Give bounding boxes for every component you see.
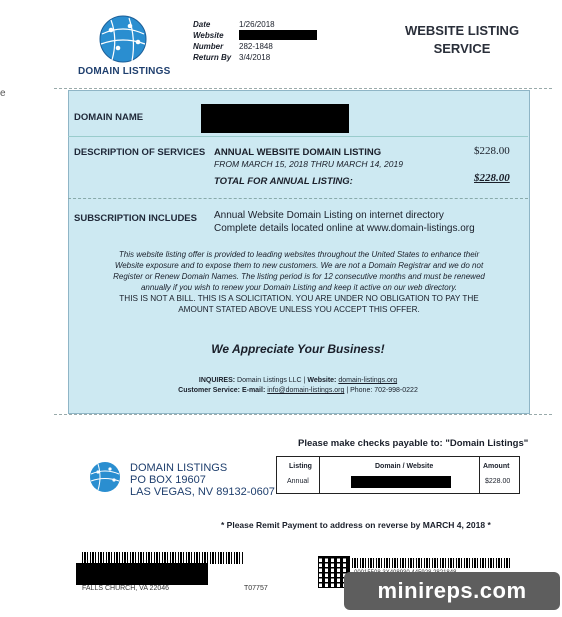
includes-label: SUBSCRIPTION INCLUDES — [74, 213, 197, 224]
remit-company: DOMAIN LISTINGS — [130, 462, 228, 474]
title-line-2: SERVICE — [433, 41, 491, 56]
includes-line: Annual Website Domain Listing on internet directory — [214, 210, 444, 221]
total-amount: $228.00 — [474, 172, 510, 184]
offer-line: Website exposure and to expose them to new customers. We are not a Domain Registrar and we do not — [114, 261, 484, 270]
domain-redaction — [201, 104, 349, 133]
remit-note: * Please Remit Payment to address on reverse by MARCH 4, 2018 * — [221, 520, 491, 530]
remit-address — [130, 462, 275, 498]
meta-date: 1/26/2018 — [239, 20, 275, 29]
meta-label: Return By — [193, 53, 232, 62]
meta-return-by: 3/4/2018 — [239, 53, 271, 62]
website-redaction — [239, 30, 317, 40]
meta-label: Date — [193, 20, 211, 29]
service-name: ANNUAL WEBSITE DOMAIN LISTING — [214, 147, 382, 158]
disclaimer-line: AMOUNT STATED ABOVE UNLESS YOU ACCEPT THIS OFFER. — [178, 305, 420, 314]
col-header-amount: Amount — [483, 463, 510, 470]
divider — [68, 136, 528, 137]
meta-block — [193, 19, 317, 63]
col-header-listing: Listing — [289, 463, 312, 470]
inquiries-block — [68, 376, 528, 396]
domain-redaction — [351, 476, 451, 488]
col-divider — [319, 457, 320, 493]
remit-table — [276, 456, 520, 494]
total-label: TOTAL FOR ANNUAL LISTING: — [214, 176, 353, 187]
col-header-domain: Domain / Website — [375, 463, 434, 470]
amount-value: $228.00 — [485, 478, 511, 485]
disclaimer-line: THIS IS NOT A BILL. THIS IS A SOLICITATION. YOU ARE UNDER NO OBLIGATION TO PAY THE — [119, 294, 479, 303]
appreciation-text: We Appreciate Your Business! — [211, 342, 385, 356]
offer-line: Register or Renew Domain Names. The listing period is for 12 consecutive months and must be renewed — [113, 272, 485, 281]
recipient-city: FALLS CHURCH, VA 22046 — [82, 585, 170, 592]
inquiries-company: Domain Listings LLC | — [237, 377, 306, 384]
customer-service-label: Customer Service: E-mail: — [178, 387, 266, 394]
website-label: Website: — [307, 377, 337, 384]
divider — [68, 198, 528, 199]
address-redaction — [76, 563, 208, 585]
meta-label: Number — [193, 42, 224, 51]
listing-value: Annual — [287, 478, 309, 485]
fold-line — [54, 88, 552, 89]
domain-name-label: DOMAIN NAME — [74, 112, 144, 123]
col-divider — [479, 457, 480, 493]
payable-to: Please make checks payable to: "Domain Listings" — [298, 438, 529, 449]
scan-barcode — [352, 558, 512, 568]
remit-address-line: LAS VEGAS, NV 89132-0607 — [130, 486, 275, 498]
includes-text — [214, 209, 475, 235]
service-amount: $228.00 — [474, 145, 510, 157]
phone-number: | Phone: 702-998-0222 — [346, 387, 418, 394]
offer-line: annually if you wish to renew your Domain Listing and keep it active on our web directory. — [140, 283, 457, 292]
globe-logo-icon — [96, 14, 150, 64]
inquiries-label: INQUIRES: — [198, 377, 236, 384]
recipient-code: T07757 — [244, 585, 268, 592]
brand-name: DOMAIN LISTINGS — [78, 66, 171, 77]
remit-address-line: PO BOX 19607 — [130, 474, 206, 486]
service-period: FROM MARCH 15, 2018 THRU MARCH 14, 2019 — [214, 159, 403, 169]
offer-line: This website listing offer is provided to leading websites throughout the United States to enhance their — [118, 250, 480, 259]
services-label: DESCRIPTION OF SERVICES — [74, 147, 206, 158]
margin-mark: e — [0, 88, 6, 99]
title-line-1: WEBSITE LISTING — [404, 23, 520, 38]
globe-logo-icon — [88, 461, 122, 493]
fold-line — [54, 414, 552, 415]
meta-number: 282-1848 — [239, 42, 273, 51]
email-link[interactable]: info@domain-listings.org — [267, 387, 345, 394]
watermark: minireps.com — [344, 572, 560, 610]
offer-text — [84, 249, 514, 315]
meta-label: Website — [193, 31, 224, 40]
document-title — [398, 22, 526, 58]
website-link[interactable]: domain-listings.org — [338, 377, 398, 384]
includes-line: Complete details located online at www.domain-listings.org — [214, 223, 475, 234]
